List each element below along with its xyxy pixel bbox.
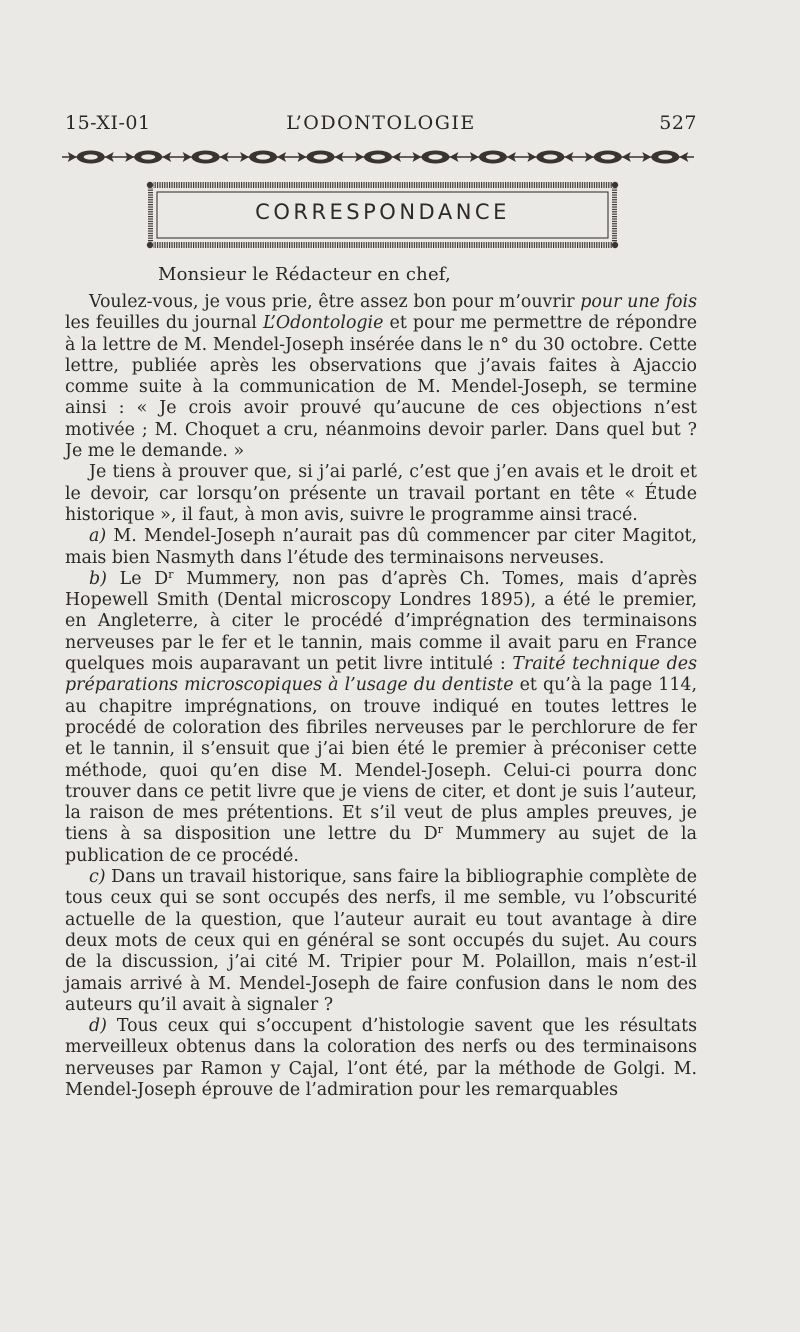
paragraph-d: d) Tous ceux qui s’occupent d’histologie savent que les résultats merveilleux obtenus dans la coloration des nerfs ou des terminaisons nerveuses par Ramon y Cajal, l’ont été, par la méthode de Golgi. M. Mendel-Joseph éprouve de l’admiration pour les remarquables bbox=[65, 1016, 697, 1100]
section-title: CORRESPONDANCE bbox=[255, 200, 510, 224]
journal-name: L’ODONTOLOGIE bbox=[286, 112, 476, 134]
ornament-unit bbox=[642, 151, 688, 164]
paragraph-a: a) M. Mendel-Joseph n’aurait pas dû commencer par citer Magitot, mais bien Nasmyth dans l’étude des terminaisons nerveuses. bbox=[65, 526, 697, 568]
letter-body bbox=[65, 292, 697, 1101]
running-header bbox=[65, 106, 697, 140]
page-number: 527 bbox=[659, 112, 697, 134]
ornament-unit bbox=[68, 151, 114, 164]
salutation: Monsieur le Rédacteur en chef, bbox=[158, 264, 451, 285]
issue-date: 15-XI-01 bbox=[65, 112, 151, 134]
ornament-unit bbox=[240, 151, 286, 164]
ornament-unit bbox=[470, 151, 516, 164]
paragraph-c: c) Dans un travail historique, sans faire la bibliographie complète de tous ceux qui se sont occupés des nerfs, il me semble, vu l’obscurité actuelle de la question, que l’auteur aurait eu tout avantage à dire deux mots de ceux qui en général se sont occupés du sujet. Au cours de la discussion, j’ai cité M. Tripier pour M. Polaillon, mais n’est-il jamais arrivé à M. Mendel-Joseph de faire confusion dans le nom des auteurs qu’il avait à signaler ? bbox=[65, 867, 697, 1015]
ornament-unit bbox=[183, 151, 229, 164]
section-title-frame bbox=[145, 180, 620, 252]
ornamental-band bbox=[62, 148, 694, 166]
ornament-unit bbox=[412, 151, 458, 164]
ornament-unit bbox=[298, 151, 344, 164]
ornament-unit bbox=[527, 151, 573, 164]
paragraph-1: Voulez-vous, je vous prie, être assez bon pour m’ouvrir pour une fois les feuilles du journal L’Odontologie et pour me permettre de répondre à la lettre de M. Mendel-Joseph insérée dans le n° du 30 octobre. Cette lettre, publiée après les observations que j’avais faites à Ajaccio comme suite à la communication de M. Mendel-Joseph, se termine ainsi : « Je crois avoir prouvé qu’aucune de ces objections n’est motivée ; M. Choquet a cru, néanmoins devoir parler. Dans quel but ? Je me le demande. » bbox=[65, 292, 697, 462]
ornament-unit bbox=[585, 151, 631, 164]
ornament-unit bbox=[125, 151, 171, 164]
paragraph-2: Je tiens à prouver que, si j’ai parlé, c’est que j’en avais et le droit et le devoir, car lorsqu’on présente un travail portant en tête « Étude historique », il faut, à mon avis, suivre le programme ainsi tracé. bbox=[65, 462, 697, 525]
ornament-unit bbox=[355, 151, 401, 164]
paragraph-b: b) Le $D^r$ Mummery, non pas d’après Ch. Tomes, mais d’après Hopewell Smith (Dental microscopy Londres 1895), a été le premier, en Angleterre, à citer le procédé d’imprégnation des terminaisons nerveuses par le fer et le tannin, mais comme il avait paru en France quelques mois auparavant un petit livre intitulé : Traité technique des préparations microscopiques à l’usage du dentiste et qu’à la page 114, au chapitre imprégnations, on trouve indiqué en toutes lettres le procédé de coloration des fibriles nerveuses par le perchlorure de fer et le tannin, il s’ensuit que j’ai bien été le premier à préconiser cette méthode, quoi qu’en dise M. Mendel-Joseph. Celui-ci pourra donc trouver dans ce petit livre que je viens de citer, et dont je suis l’auteur, la raison de mes prétentions. Et s’il veut de plus amples preuves, je tiens à sa disposition une lettre du $D^r$ Mummery au sujet de la publication de ce procédé. bbox=[65, 567, 697, 866]
